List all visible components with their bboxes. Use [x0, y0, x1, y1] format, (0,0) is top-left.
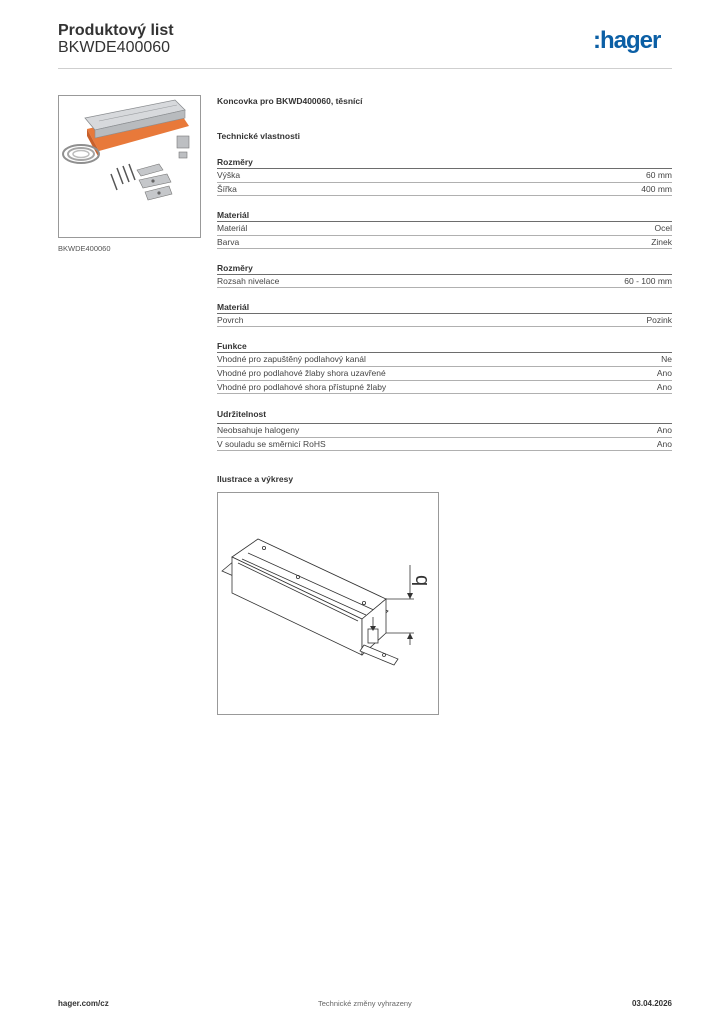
spec-value: Ano [656, 439, 672, 449]
spec-row [217, 423, 672, 437]
section-heading: Udržitelnost [217, 409, 267, 419]
spec-value: 400 mm [641, 184, 672, 194]
dimension-label: b [410, 574, 433, 587]
section-heading: Materiál [217, 210, 250, 220]
section-heading: Funkce [217, 341, 247, 351]
spec-value: Ocel [654, 223, 672, 233]
photo-caption: BKWDE400060 [58, 244, 111, 253]
page-title: Produktový list [58, 22, 174, 39]
spec-value: Pozink [646, 315, 672, 325]
spec-row [217, 182, 672, 196]
tech-heading: Technické vlastnosti [217, 131, 300, 141]
footer-date: 03.04.2026 [631, 999, 672, 1008]
spec-label: Vhodné pro podlahové žlaby shora uzavřené [217, 368, 386, 378]
spec-label: Barva [217, 237, 240, 247]
spec-label: Šířka [217, 184, 237, 194]
product-name: Koncovka pro BKWD400060, těsnící [217, 96, 363, 106]
spec-value: Ano [656, 368, 672, 378]
product-code: BKWDE400060 [58, 39, 171, 56]
spec-row [217, 274, 672, 288]
spec-label: Vhodné pro podlahové shora přístupné žlaby [217, 382, 387, 392]
spec-row [217, 221, 672, 235]
spec-row [217, 437, 672, 451]
spec-label: Vhodné pro zapuštěný podlahový kanál [217, 354, 366, 364]
spec-value: Ne [661, 354, 672, 364]
spec-label: Rozsah nivelace [217, 276, 280, 286]
spec-row [217, 380, 672, 394]
footer-note: Technické změny vyhrazeny [318, 999, 412, 1008]
spec-value: 60 - 100 mm [624, 276, 672, 286]
logo-text: :hager [593, 27, 661, 53]
spec-row [217, 313, 672, 327]
spec-label: V souladu se směrnicí RoHS [217, 439, 326, 449]
spec-row [217, 168, 672, 182]
technical-drawing [217, 492, 439, 715]
section-heading: Materiál [217, 302, 250, 312]
section-heading: Rozměry [217, 157, 253, 167]
spec-label: Povrch [217, 315, 244, 325]
product-photo [58, 95, 201, 238]
spec-row [217, 366, 672, 380]
spec-row [217, 235, 672, 249]
spec-label: Výška [217, 170, 241, 180]
spec-label: Neobsahuje halogeny [217, 425, 300, 435]
spec-value: Ano [656, 425, 672, 435]
spec-value: Zinek [651, 237, 672, 247]
illustrations-heading: Ilustrace a výkresy [217, 474, 294, 484]
spec-row [217, 352, 672, 366]
spec-label: Materiál [217, 223, 248, 233]
spec-value: 60 mm [646, 170, 672, 180]
footer-website[interactable]: hager.com/cz [58, 999, 109, 1008]
section-heading: Rozměry [217, 263, 253, 273]
hager-logo [593, 27, 673, 58]
header-divider [58, 68, 672, 69]
spec-value: Ano [656, 382, 672, 392]
